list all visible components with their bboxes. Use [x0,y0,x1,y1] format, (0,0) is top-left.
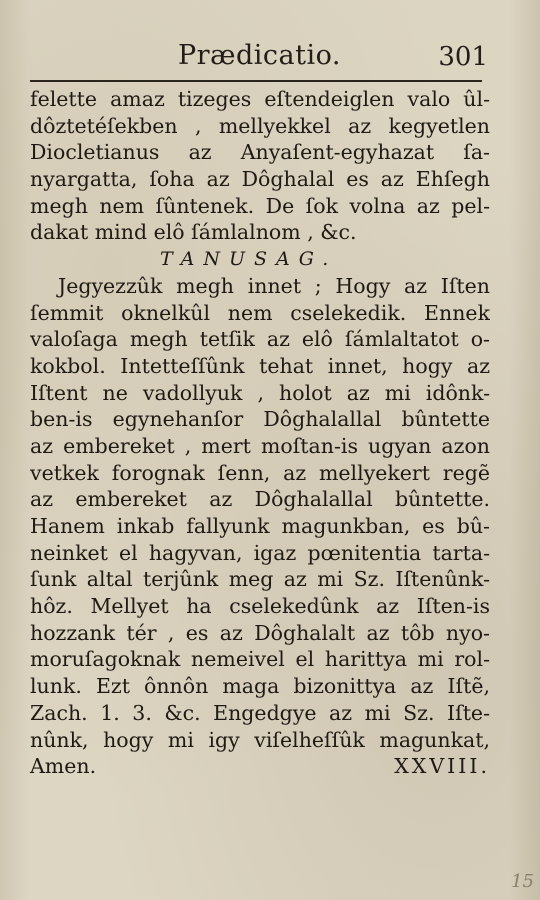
running-title: Prædicatio. [178,40,341,71]
lesson-line: moruſagoknak nemeivel el harittya mi rol- [30,647,490,672]
text-line: megh nem ſûntenek. De ſok volna az pel- [30,193,490,218]
text-line: dakat mind elô ſámlalnom , &c. [30,220,357,245]
lesson-line: neinket el hagyvan, igaz pœnitentia tarta- [30,540,490,565]
lesson-line: az embereket az Dôghalallal bûntette. [30,487,490,512]
page-number: 301 [438,42,488,72]
lesson-line: kokbol. Intetteſſûnk tehat innet, hogy az [30,353,490,378]
catchword: XXVIII. [394,754,490,779]
lesson-line: hozzank tér , es az Dôghalalt az tôb nyo- [30,620,490,645]
header-rule [30,80,482,82]
lesson-line-indented: Jegyezzûk megh innet ; Hogy az Iſten [58,273,490,298]
lesson-line: az embereket , mert moſtan-is ugyan azon [30,433,490,458]
lesson-line: ben-is egynehanſor Dôghalallal bûntette [30,407,490,432]
page-header [30,40,490,80]
text-line: felette amaz tizeges eſtendeiglen valo ûl- [30,87,490,111]
lesson-line: Iſtent ne vadollyuk , holot az mi idônk- [30,380,490,405]
lesson-line: ſemmit oknelkûl nem cselekedik. Ennek [30,300,490,325]
lesson-line: ſunk altal terjûnk meg az mi Sz. Iſtenûnk- [30,567,490,592]
body-text [30,86,490,783]
text-line: nyargatta, ſoha az Dôghalal es az Ehſegh [30,167,490,192]
lesson-line: hôz. Mellyet ha cselekedûnk az Iſten-is [30,594,490,619]
lesson-line: Hanem inkab fallyunk magunkban, es bû- [30,514,490,538]
closing-line [30,753,490,783]
closing-word: Amen. [30,754,97,779]
margin-note: 15 [511,871,534,892]
text-line: dôztetéſekben , mellyekkel az kegyetlen [30,113,490,138]
lesson-line: nûnk, hogy mi igy viſelheſſûk magunkat, [30,727,490,752]
section-heading: TANUSAG. [160,248,338,271]
lesson-line: Zach. 1. 3. &c. Engedgye az mi Sz. Iſte- [30,700,490,725]
lesson-line: lunk. Ezt ônnôn maga bizonittya az Iſtẽ, [30,674,490,699]
lesson-line: vetkek forognak ſenn, az mellyekert regẽ [30,460,490,485]
lesson-line: valoſaga megh tetſik az elô ſámlaltatot o- [30,327,490,352]
text-line: Diocletianus az Anyaſent-egyhazat ſa- [30,140,490,165]
